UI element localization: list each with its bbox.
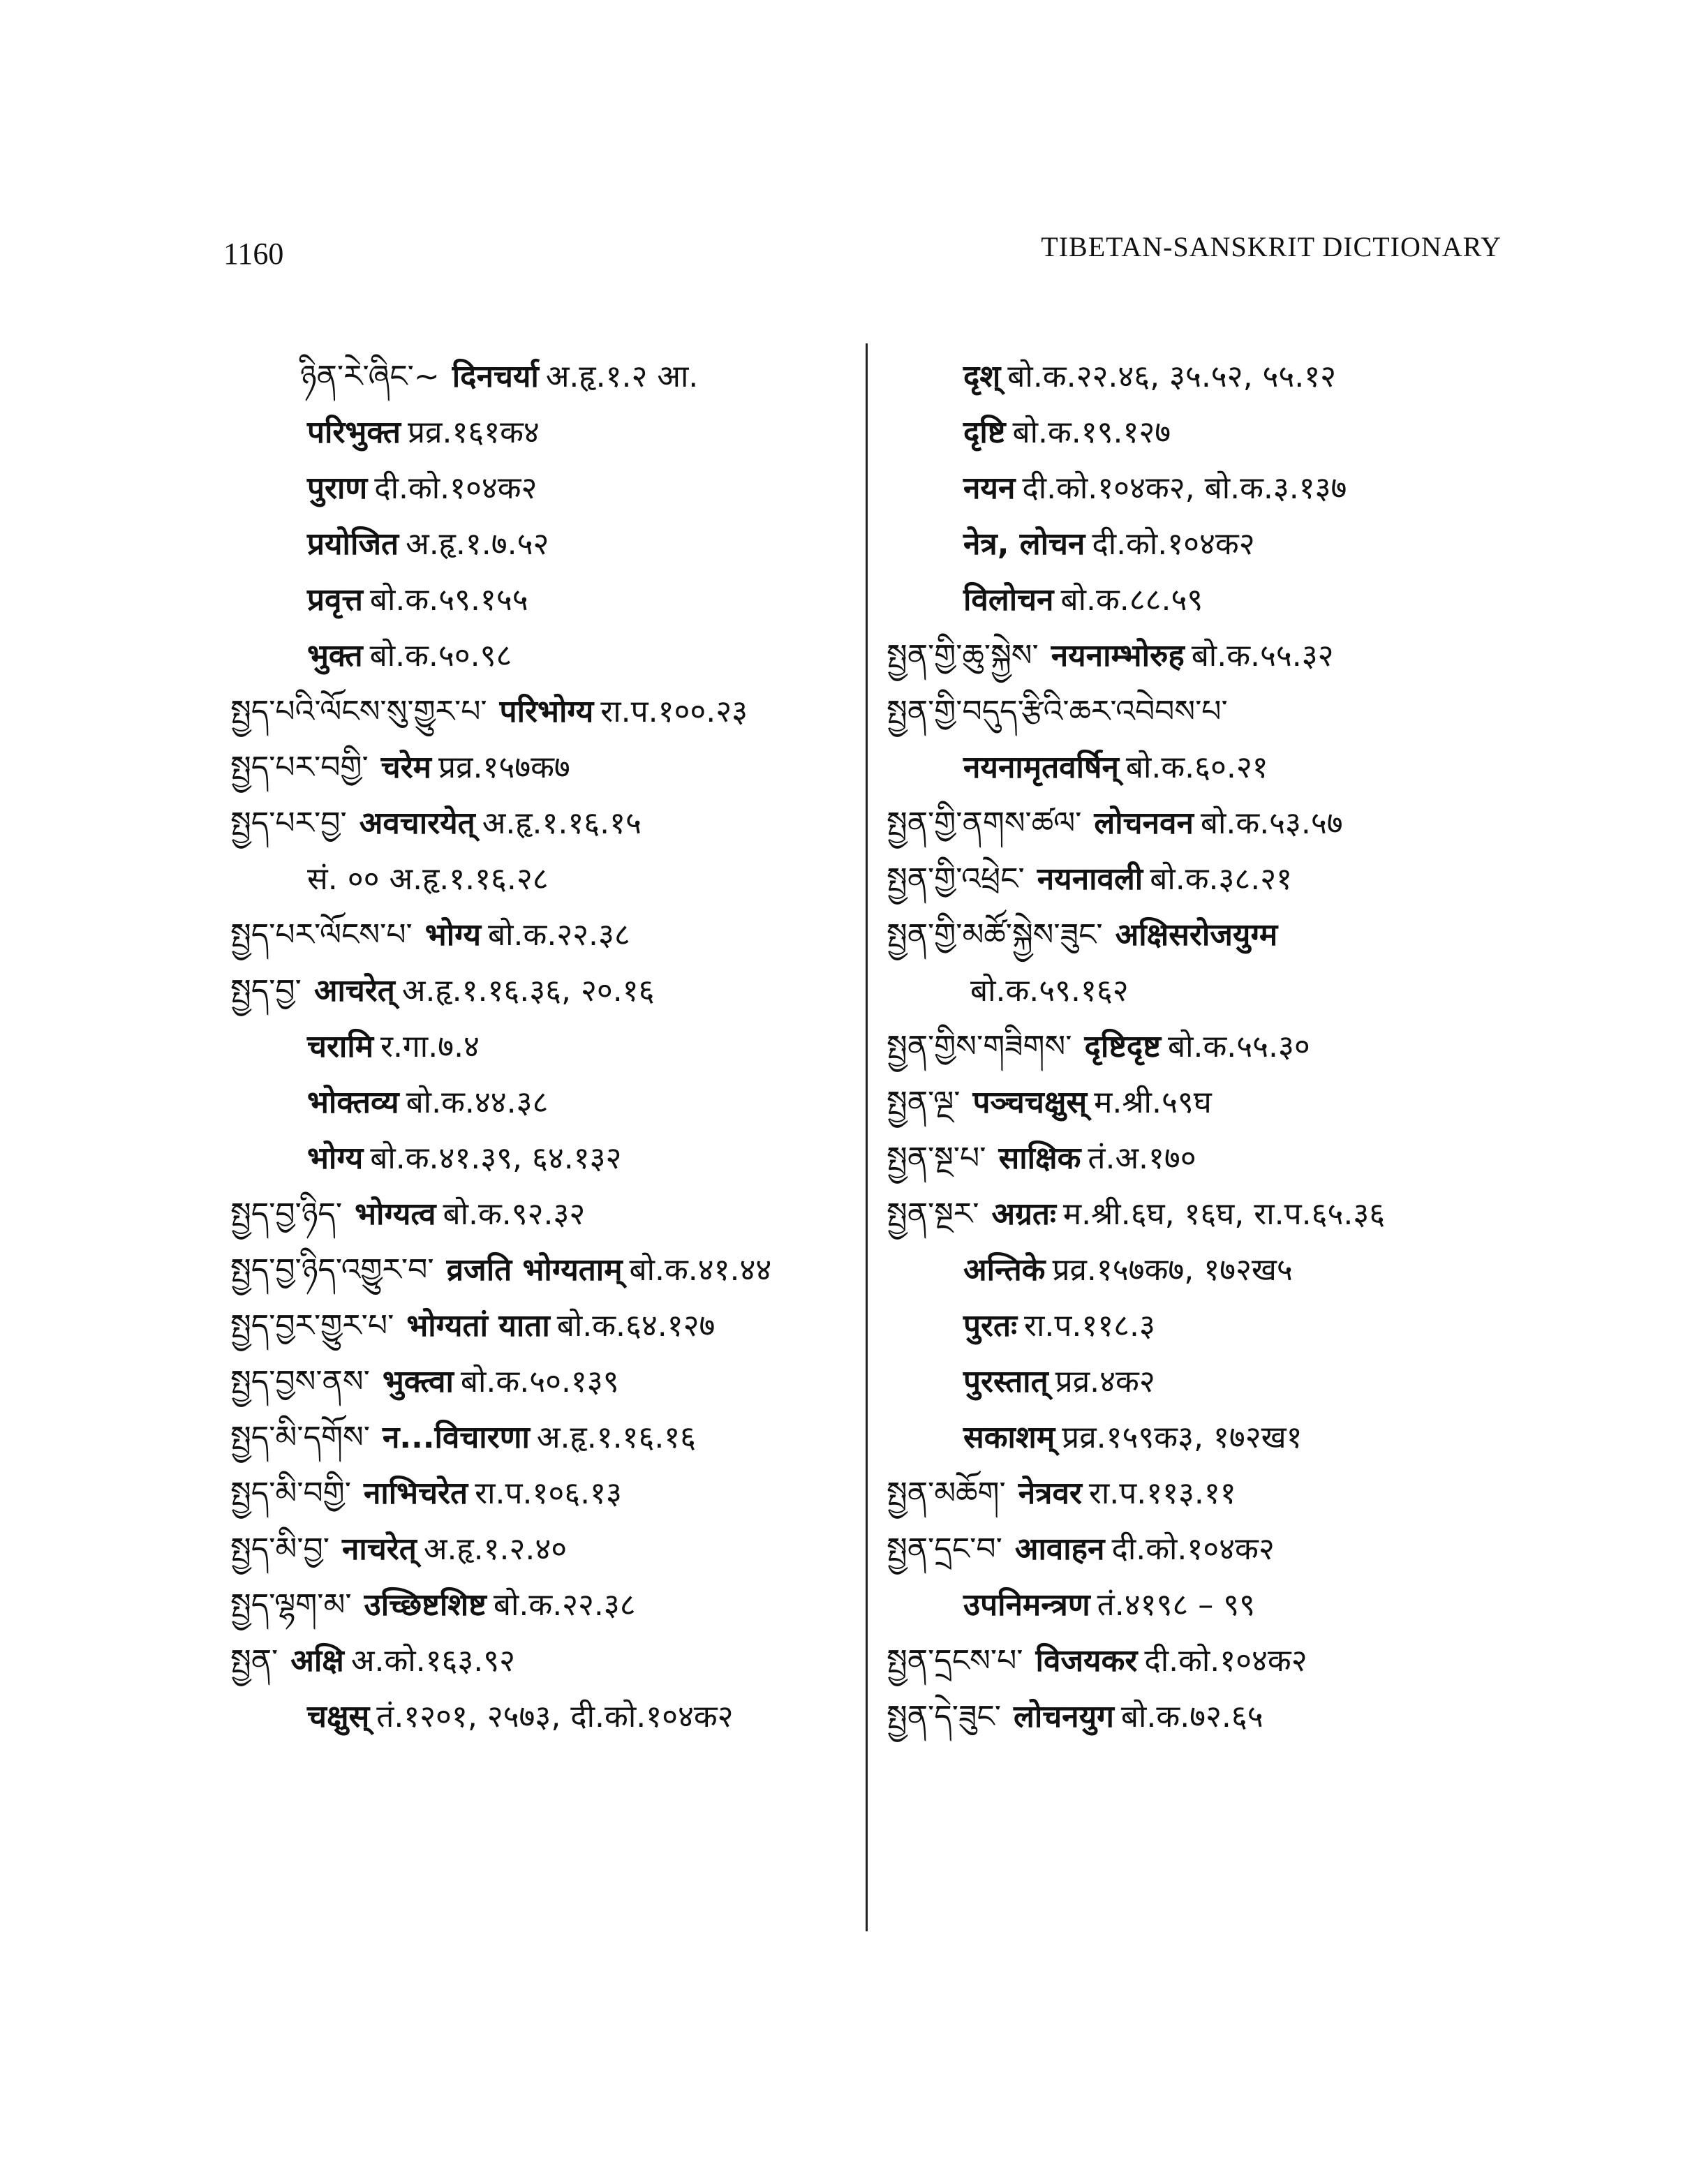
sanskrit-equivalent: चरेम bbox=[380, 750, 431, 785]
source-reference: र.गा.७.४ bbox=[380, 1029, 480, 1064]
tibetan-headword: སྤྱད་བྱས་ནས་ bbox=[230, 1364, 370, 1399]
dictionary-entry-line bbox=[230, 907, 859, 963]
dictionary-entry-line bbox=[230, 684, 859, 740]
source-reference: बो.क.४४.३८ bbox=[406, 1085, 549, 1120]
dictionary-entry-line bbox=[230, 517, 859, 572]
sanskrit-equivalent: विलोचन bbox=[963, 582, 1054, 618]
dictionary-entry-line bbox=[887, 1577, 1501, 1633]
dictionary-entry-line bbox=[230, 1298, 859, 1354]
tibetan-headword: སྤྱན་གྱི་ཆུ་སྐྱེས་ bbox=[887, 638, 1039, 674]
sanskrit-equivalent: आवाहन bbox=[1014, 1531, 1105, 1567]
source-reference: बो.क.८८.५९ bbox=[1060, 582, 1203, 618]
source-reference: बो.क.५५.३० bbox=[1167, 1029, 1310, 1064]
source-reference: रा.प.११८.३ bbox=[1023, 1308, 1155, 1344]
source-reference: बो.क.४१.४४ bbox=[629, 1252, 772, 1288]
dictionary-entry-line bbox=[887, 1131, 1501, 1187]
dictionary-entry-line bbox=[230, 1577, 859, 1633]
dictionary-entry-line bbox=[230, 1131, 859, 1187]
dictionary-entry-line bbox=[887, 517, 1501, 572]
source-reference: प्रव्र.१५९क३, १७२ख१ bbox=[1062, 1420, 1303, 1455]
tibetan-headword: སྤྱད་པར་ལོངས་པ་ bbox=[230, 917, 413, 953]
dictionary-entry-line bbox=[887, 1633, 1501, 1689]
dictionary-entry-line bbox=[230, 1410, 859, 1466]
source-reference: प्रव्र.४क२ bbox=[1055, 1364, 1155, 1399]
sanskrit-equivalent: साक्षिक bbox=[998, 1141, 1081, 1176]
dictionary-entry-line bbox=[887, 1410, 1501, 1466]
sanskrit-equivalent: नयन bbox=[963, 470, 1016, 506]
source-reference: सं. ०० अ.हृ.१.१६.२८ bbox=[307, 861, 549, 897]
column-divider bbox=[866, 343, 868, 1931]
tibetan-headword: སྤྱན་གྱི་འཕྲེང་ bbox=[887, 861, 1025, 897]
dictionary-entry-line bbox=[887, 572, 1501, 628]
running-title: TIBETAN-SANSKRIT DICTIONARY bbox=[1041, 231, 1502, 262]
sanskrit-equivalent: पुराण bbox=[307, 470, 368, 506]
left-column bbox=[230, 349, 859, 1745]
tibetan-headword: སྤྱན་ bbox=[230, 1643, 279, 1679]
source-reference: बो.क.२२.३८ bbox=[488, 917, 630, 953]
source-reference: तं.अ.१७० bbox=[1088, 1141, 1196, 1176]
sanskrit-equivalent: भोग्यतां याता bbox=[406, 1308, 550, 1344]
tibetan-headword: སྤྱན་མཆོག་ bbox=[887, 1476, 1006, 1511]
dictionary-entry-line bbox=[230, 1187, 859, 1242]
tibetan-headword: སྤྱད་མི་བྱ་ bbox=[230, 1531, 329, 1567]
source-reference: तं.१२०१, २५७३, दी.को.१०४क२ bbox=[376, 1699, 734, 1734]
source-reference: बो.क.६०.२१ bbox=[1125, 750, 1268, 785]
dictionary-entry-line bbox=[887, 1075, 1501, 1131]
sanskrit-equivalent: नयनाम्भोरुह bbox=[1051, 638, 1185, 674]
source-reference: बो.क.९२.३२ bbox=[443, 1196, 586, 1232]
dictionary-entry-line bbox=[230, 1075, 859, 1131]
tibetan-headword: སྤྱད་མི་དགོས་ bbox=[230, 1420, 370, 1455]
tibetan-headword: སྤྱན་གྱི་ནགས་ཚལ་ bbox=[887, 805, 1082, 841]
dictionary-entry-line bbox=[887, 1466, 1501, 1522]
dictionary-entry-line bbox=[230, 1633, 859, 1689]
dictionary-entry-line bbox=[230, 1019, 859, 1075]
source-reference: बो.क.२२.४६, ३५.५२, ५५.१२ bbox=[1007, 359, 1337, 394]
dictionary-entry-line bbox=[887, 1019, 1501, 1075]
dictionary-entry-line bbox=[887, 1242, 1501, 1298]
source-reference: बो.क.४१.३९, ६४.१३२ bbox=[370, 1141, 622, 1176]
sanskrit-equivalent: नयनावली bbox=[1037, 861, 1143, 897]
tibetan-headword: སྤྱན་སྔ་པ་ bbox=[887, 1141, 986, 1176]
source-reference: अ.हृ.१.२.४० bbox=[423, 1531, 568, 1567]
source-reference: म.श्री.५९घ bbox=[1094, 1085, 1212, 1120]
tibetan-headword: སྤྱད་བྱ་ bbox=[230, 973, 302, 1009]
source-reference: बो.क.३८.२१ bbox=[1150, 861, 1292, 897]
source-reference: रा.प.१००.२३ bbox=[600, 694, 748, 729]
source-reference: तं.४१९८ – ९९ bbox=[1097, 1587, 1255, 1623]
tibetan-headword: སྤྱན་དེ་ཟུང་ bbox=[887, 1699, 1001, 1734]
dictionary-entry-line bbox=[887, 349, 1501, 405]
tibetan-headword: སྤྱན་གྱི་མཚོ་སྐྱེས་ཟུང་ bbox=[887, 917, 1103, 953]
source-reference: अ.को.१६३.९२ bbox=[350, 1643, 516, 1679]
dictionary-entry-line bbox=[230, 628, 859, 684]
tibetan-headword: སྤྱད་བྱ་ཉིད་འགྱུར་བ་ bbox=[230, 1252, 434, 1288]
sanskrit-equivalent: नाभिचरेत bbox=[363, 1476, 468, 1511]
sanskrit-equivalent: दृश् bbox=[963, 359, 1001, 394]
source-reference: बो.क.५०.१३९ bbox=[460, 1364, 619, 1399]
tibetan-headword: སྤྱན་གྱི་བདུད་རྩིའི་ཆར་འབེབས་པ་ bbox=[887, 694, 1228, 729]
sanskrit-equivalent: प्रयोजित bbox=[307, 526, 399, 562]
source-reference: बो.क.७२.६५ bbox=[1120, 1699, 1263, 1734]
dictionary-entry-line bbox=[230, 1354, 859, 1410]
tibetan-headword: ཉིན་རེ་ཞིང་~ bbox=[300, 359, 440, 394]
dictionary-entry-line bbox=[887, 963, 1501, 1019]
source-reference: दी.को.१०४क२, बो.क.३.१३७ bbox=[1022, 470, 1347, 506]
source-reference: अ.हृ.१.१६.३६, २०.१६ bbox=[401, 973, 655, 1009]
dictionary-entry-line bbox=[887, 1298, 1501, 1354]
source-reference: बो.क.६४.१२७ bbox=[556, 1308, 716, 1344]
source-reference: बो.क.२२.३८ bbox=[493, 1587, 636, 1623]
source-reference: दी.को.१०४क२ bbox=[374, 470, 538, 506]
sanskrit-equivalent: भोग्य bbox=[424, 917, 482, 953]
dictionary-entry-line bbox=[230, 349, 859, 405]
dictionary-entry-line bbox=[887, 1187, 1501, 1242]
dictionary-entry-line bbox=[887, 907, 1501, 963]
source-reference: बो.क.५९.१५५ bbox=[369, 582, 528, 618]
source-reference: प्रव्र.१६१क४ bbox=[407, 415, 540, 450]
sanskrit-equivalent: प्रवृत्त bbox=[307, 582, 363, 618]
source-reference: रा.प.१०६.१३ bbox=[475, 1476, 622, 1511]
source-reference: अ.हृ.१.१६.१५ bbox=[482, 805, 642, 841]
source-reference: प्रव्र.१५७क७, १७२ख५ bbox=[1052, 1252, 1293, 1288]
dictionary-entry-line bbox=[887, 461, 1501, 517]
sanskrit-equivalent: अक्षि bbox=[290, 1643, 344, 1679]
dictionary-entry-line bbox=[887, 852, 1501, 907]
source-reference: अ.हृ.१.७.५२ bbox=[406, 526, 549, 562]
source-reference: प्रव्र.१५७क७ bbox=[438, 750, 570, 785]
sanskrit-equivalent: न...विचारणा bbox=[382, 1420, 530, 1455]
sanskrit-equivalent: लोचनयुग bbox=[1014, 1699, 1114, 1734]
dictionary-entry-line bbox=[230, 740, 859, 796]
dictionary-entry-line bbox=[887, 740, 1501, 796]
dictionary-entry-line bbox=[887, 1522, 1501, 1577]
tibetan-headword: སྤྱད་པར་བྱ་ bbox=[230, 805, 347, 841]
page-number: 1160 bbox=[223, 237, 284, 271]
source-reference: बो.क.५३.५७ bbox=[1200, 805, 1343, 841]
sanskrit-equivalent: सकाशम् bbox=[963, 1420, 1055, 1455]
dictionary-entry-line bbox=[887, 1354, 1501, 1410]
sanskrit-equivalent: पुरस्तात् bbox=[963, 1364, 1048, 1399]
dictionary-entry-line bbox=[230, 963, 859, 1019]
sanskrit-equivalent: भुक्त्वा bbox=[382, 1364, 454, 1399]
source-reference: बो.क.५९.१६२ bbox=[970, 973, 1129, 1009]
dictionary-entry-line bbox=[230, 1689, 859, 1745]
sanskrit-equivalent: नेत्रवर bbox=[1018, 1476, 1082, 1511]
dictionary-entry-line bbox=[887, 684, 1501, 740]
tibetan-headword: སྤྱན་དྲངས་པ་ bbox=[887, 1643, 1023, 1679]
source-reference: अ.हृ.१.१६.१६ bbox=[536, 1420, 697, 1455]
sanskrit-equivalent: दिनचर्या bbox=[452, 359, 539, 394]
sanskrit-equivalent: चक्षुस् bbox=[307, 1699, 370, 1734]
tibetan-headword: སྤྱད་བྱར་གྱུར་པ་ bbox=[230, 1308, 394, 1344]
source-reference: बो.क.५०.९८ bbox=[369, 638, 512, 674]
sanskrit-equivalent: चरामि bbox=[307, 1029, 374, 1064]
tibetan-headword: སྤྱད་པའི་ལོངས་སུ་གྱུར་པ་ bbox=[230, 694, 487, 729]
source-reference: दी.को.१०४क२ bbox=[1111, 1531, 1275, 1567]
right-column bbox=[887, 349, 1501, 1745]
dictionary-entry-line bbox=[230, 1522, 859, 1577]
dictionary-entry-line bbox=[887, 796, 1501, 852]
source-reference: अ.हृ.१.२ आ. bbox=[545, 359, 699, 394]
dictionary-entry-line bbox=[230, 572, 859, 628]
dictionary-entry-line bbox=[887, 1689, 1501, 1745]
dictionary-entry-line bbox=[230, 461, 859, 517]
sanskrit-equivalent: लोचनवन bbox=[1094, 805, 1194, 841]
sanskrit-equivalent: अवचारयेत् bbox=[359, 805, 475, 841]
sanskrit-equivalent: नेत्र, लोचन bbox=[963, 526, 1085, 562]
tibetan-headword: སྤྱན་སྔར་ bbox=[887, 1196, 979, 1232]
sanskrit-equivalent: उपनिमन्त्रण bbox=[963, 1587, 1090, 1623]
tibetan-headword: སྤྱད་ལྷག་མ་ bbox=[230, 1587, 352, 1623]
sanskrit-equivalent: परिभुक्त bbox=[307, 415, 401, 450]
sanskrit-equivalent: दृष्टि bbox=[963, 415, 1006, 450]
sanskrit-equivalent: अन्तिके bbox=[963, 1252, 1046, 1288]
tibetan-headword: སྤྱན་གྱིས་གཟིགས་ bbox=[887, 1029, 1072, 1064]
sanskrit-equivalent: पञ्चचक्षुस् bbox=[972, 1085, 1088, 1120]
sanskrit-equivalent: परिभोग्य bbox=[499, 694, 594, 729]
sanskrit-equivalent: अग्रतः bbox=[991, 1196, 1056, 1232]
source-reference: रा.प.११३.११ bbox=[1088, 1476, 1236, 1511]
dictionary-entry-line bbox=[230, 852, 859, 907]
dictionary-entry-line bbox=[230, 405, 859, 461]
sanskrit-equivalent: अक्षिसरोजयुग्म bbox=[1115, 917, 1278, 953]
source-reference: दी.को.१०४क२ bbox=[1092, 526, 1255, 562]
sanskrit-equivalent: दृष्टिदृष्ट bbox=[1084, 1029, 1161, 1064]
sanskrit-equivalent: भुक्त bbox=[307, 638, 363, 674]
sanskrit-equivalent: नयनामृतवर्षिन् bbox=[963, 750, 1119, 785]
sanskrit-equivalent: आचरेत् bbox=[313, 973, 395, 1009]
sanskrit-equivalent: पुरतः bbox=[963, 1308, 1017, 1344]
dictionary-entry-line bbox=[887, 628, 1501, 684]
tibetan-headword: སྤྱད་པར་བགྱི་ bbox=[230, 750, 369, 785]
tibetan-headword: སྤྱན་ལྔ་ bbox=[887, 1085, 961, 1120]
sanskrit-equivalent: भोग्य bbox=[307, 1141, 364, 1176]
sanskrit-equivalent: भोग्यत्व bbox=[355, 1196, 436, 1232]
dictionary-entry-line bbox=[230, 796, 859, 852]
dictionary-entry-line bbox=[230, 1466, 859, 1522]
source-reference: बो.क.१९.१२७ bbox=[1012, 415, 1171, 450]
dictionary-entry-line bbox=[230, 1242, 859, 1298]
source-reference: बो.क.५५.३२ bbox=[1191, 638, 1334, 674]
source-reference: दी.को.१०४क२ bbox=[1144, 1643, 1307, 1679]
dictionary-entry-line bbox=[887, 405, 1501, 461]
tibetan-headword: སྤྱད་བྱ་ཉིད་ bbox=[230, 1196, 343, 1232]
tibetan-headword: སྤྱད་མི་བགྱི་ bbox=[230, 1476, 351, 1511]
sanskrit-equivalent: विजयकर bbox=[1035, 1643, 1138, 1679]
sanskrit-equivalent: भोक्तव्य bbox=[307, 1085, 399, 1120]
sanskrit-equivalent: व्रजति भोग्यताम् bbox=[446, 1252, 623, 1288]
sanskrit-equivalent: नाचरेत् bbox=[342, 1531, 417, 1567]
tibetan-headword: སྤྱན་དྲང་བ་ bbox=[887, 1531, 1002, 1567]
sanskrit-equivalent: उच्छिष्टशिष्ट bbox=[364, 1587, 487, 1623]
source-reference: म.श्री.६घ, १६घ, रा.प.६५.३६ bbox=[1062, 1196, 1386, 1232]
